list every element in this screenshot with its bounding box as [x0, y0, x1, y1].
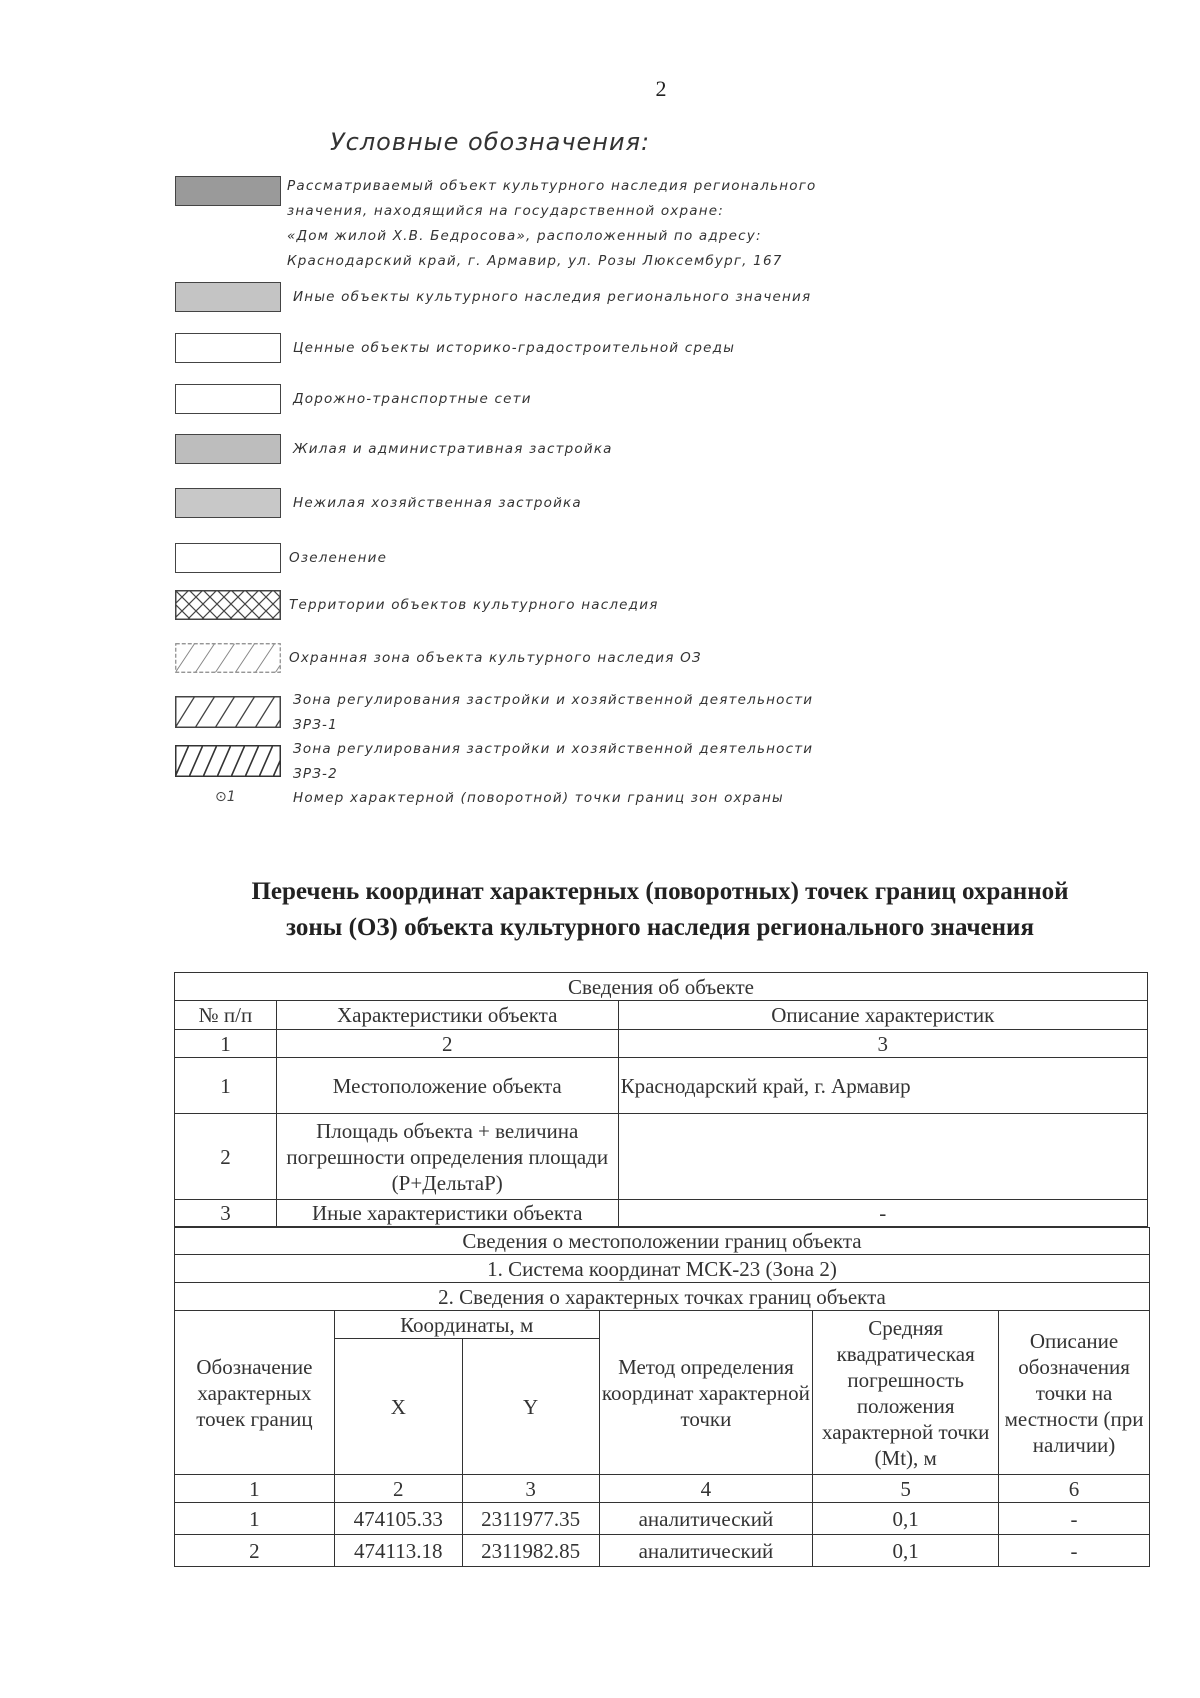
legend-item-zrz-2: [175, 737, 895, 789]
column-header-x: X: [334, 1339, 462, 1475]
legend-label: Охранная зона объекта культурного наследия ОЗ: [289, 650, 702, 666]
section-header: 2. Сведения о характерных точках границ объекта: [175, 1283, 1150, 1311]
column-header-description: Описание обозначения точки на местности (при наличии): [999, 1311, 1150, 1475]
light-hatch-swatch: [175, 643, 281, 673]
title-line-2: зоны (ОЗ) объекта культурного наследия регионального значения: [286, 914, 1034, 941]
legend-swatch-gray: [175, 282, 281, 312]
column-header: № п/п: [175, 1001, 277, 1030]
point-id: 1: [175, 1503, 335, 1535]
legend-item-greenery: [175, 543, 895, 575]
description: -: [999, 1503, 1150, 1535]
table-row: [175, 1200, 1148, 1227]
cross-hatch-swatch: [175, 590, 281, 620]
column-header-error: Средняя квадратическая погрешность положения характерной точки (Mt), м: [813, 1311, 999, 1475]
document-title: [160, 874, 1160, 946]
column-number: 3: [618, 1030, 1147, 1058]
point-marker-icon: ⊙1: [215, 789, 236, 805]
legend-swatch-white: [175, 384, 281, 414]
legend-label: Территории объектов культурного наследия: [289, 597, 659, 613]
column-header-method: Метод определения координат характерной точки: [599, 1311, 813, 1475]
coord-y: 2311977.35: [462, 1503, 599, 1535]
diagonal-hatch-swatch: [175, 696, 281, 728]
method: аналитический: [599, 1535, 813, 1567]
legend-label: Нежилая хозяйственная застройка: [293, 495, 582, 511]
characteristic-value: -: [618, 1200, 1147, 1227]
table-header: Сведения об объекте: [175, 973, 1148, 1001]
legend-swatch-white: [175, 543, 281, 573]
legend-swatch-gray: [175, 488, 281, 518]
characteristic-value: Краснодарский край, г. Армавир: [618, 1058, 1147, 1114]
column-number: 2: [276, 1030, 618, 1058]
legend-swatch-white: [175, 333, 281, 363]
coord-x: 474105.33: [334, 1503, 462, 1535]
legend-item-non-residential: [175, 488, 895, 520]
column-header-y: Y: [462, 1339, 599, 1475]
description: -: [999, 1535, 1150, 1567]
legend-item-protected-object: [175, 174, 895, 269]
legend-label: Дорожно-транспортные сети: [293, 391, 532, 407]
legend-label: Иные объекты культурного наследия регионального значения: [293, 289, 812, 305]
title-line-1: Перечень координат характерных (поворотных) точек границ охранной: [251, 878, 1069, 905]
table-row: [175, 1058, 1148, 1114]
column-number: 3: [462, 1475, 599, 1503]
object-info-table: [174, 972, 1148, 1227]
coord-y: 2311982.85: [462, 1535, 599, 1567]
legend-swatch-gray: [175, 434, 281, 464]
legend-item-point-number: [175, 786, 895, 816]
column-number: 4: [599, 1475, 813, 1503]
error: 0,1: [813, 1503, 999, 1535]
row-number: 1: [175, 1058, 277, 1114]
legend-item-residential: [175, 434, 895, 466]
column-header: Описание характеристик: [618, 1001, 1147, 1030]
legend-label: Номер характерной (поворотной) точки границ зон охраны: [293, 790, 784, 806]
table-row: [175, 1535, 1150, 1567]
column-header: Характеристики объекта: [276, 1001, 618, 1030]
table-row: [175, 1503, 1150, 1535]
point-id: 2: [175, 1535, 335, 1567]
legend-label: Озеленение: [289, 550, 388, 566]
column-header-coordinates: Координаты, м: [334, 1311, 599, 1339]
legend-item-zrz-1: [175, 688, 895, 740]
coordinate-system: 1. Система координат МСК-23 (Зона 2): [175, 1255, 1150, 1283]
column-header-point: Обозначение характерных точек границ: [175, 1311, 335, 1475]
column-number: 5: [813, 1475, 999, 1503]
legend-item-heritage-territory: [175, 590, 895, 622]
legend-label: Зона регулирования застройки и хозяйственной деятельности ЗРЗ-1: [293, 692, 814, 733]
legend-label: Рассматриваемый объект культурного наследия регионального значения, находящийся на государственной охране: «Дом жилой Х.В. Бедросова», расположенный по адресу: Краснодарский край, г. Армавир, ул. Розы Люксембург, 167: [287, 178, 817, 269]
page-number: 2: [655, 76, 667, 101]
characteristic-name: Местоположение объекта: [276, 1058, 618, 1114]
table-row: [175, 1114, 1148, 1200]
legend-swatch-dark-gray: [175, 176, 281, 206]
column-number: 1: [175, 1475, 335, 1503]
characteristic-name: Площадь объекта + величина погрешности определения площади (Р+ДельтаР): [276, 1114, 618, 1200]
row-number: 3: [175, 1200, 277, 1227]
dense-hatch-swatch: [175, 745, 281, 777]
legend-label: Жилая и административная застройка: [293, 441, 613, 457]
method: аналитический: [599, 1503, 813, 1535]
location-table: [174, 1227, 1150, 1567]
legend-title: Условные обозначения:: [330, 128, 651, 156]
error: 0,1: [813, 1535, 999, 1567]
legend-item-roads: [175, 384, 895, 416]
column-number: 2: [334, 1475, 462, 1503]
column-number: 6: [999, 1475, 1150, 1503]
characteristic-value: [618, 1114, 1147, 1200]
coord-x: 474113.18: [334, 1535, 462, 1567]
legend-item-other-heritage: [175, 282, 895, 314]
legend-label: Зона регулирования застройки и хозяйственной деятельности ЗРЗ-2: [293, 741, 814, 782]
section-header: Сведения о местоположении границ объекта: [175, 1228, 1150, 1255]
legend-label: Ценные объекты историко-градостроительной среды: [293, 340, 736, 356]
characteristic-name: Иные характеристики объекта: [276, 1200, 618, 1227]
legend-item-valuable-objects: [175, 333, 895, 365]
row-number: 2: [175, 1114, 277, 1200]
column-number: 1: [175, 1030, 277, 1058]
legend-item-protection-zone: [175, 643, 895, 675]
